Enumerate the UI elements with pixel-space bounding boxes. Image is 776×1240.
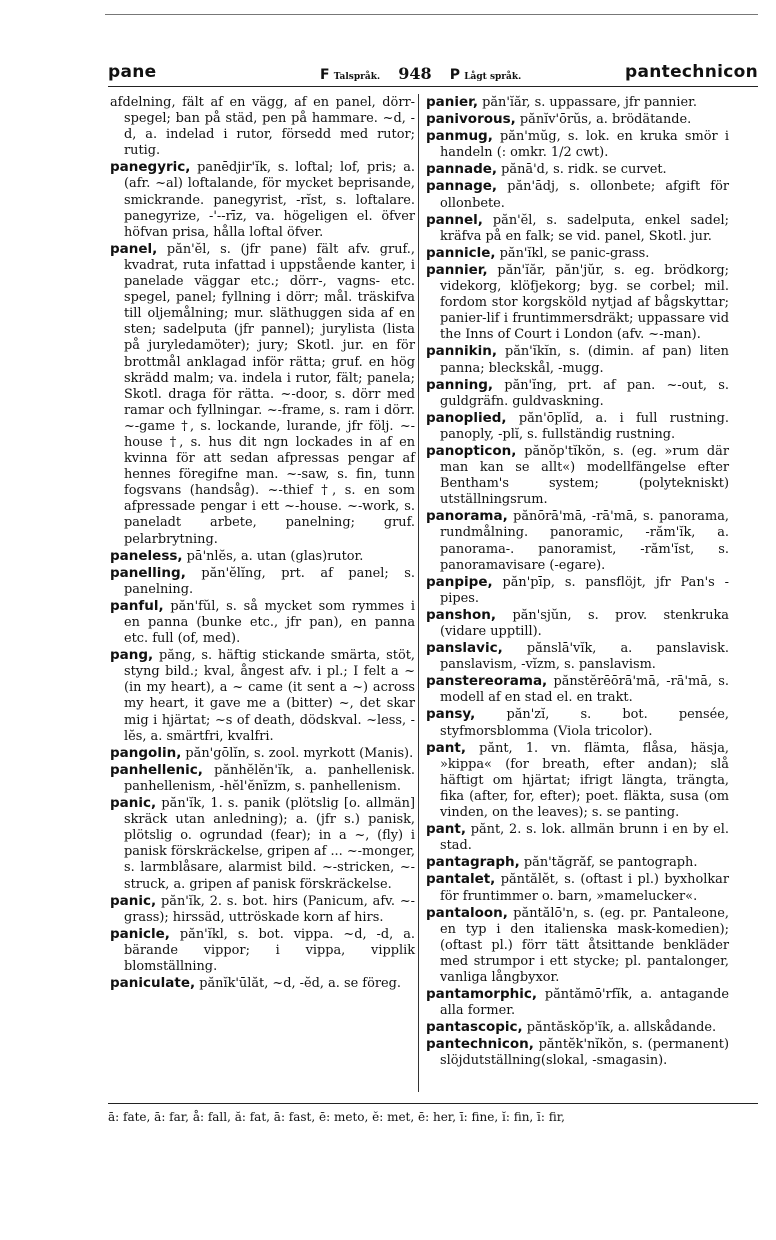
entry-headword: pannier,: [426, 261, 488, 278]
entry-definition: pănĭk'ūlăt, ~d, -ĕd, a. se föreg.: [195, 976, 401, 992]
dictionary-entry: [110, 565, 415, 598]
dictionary-entry: [426, 128, 729, 161]
entry-headword: panpipe,: [426, 573, 493, 590]
entry-headword: panic,: [110, 795, 157, 812]
entry-headword: pannicle,: [426, 244, 496, 261]
entry-definition: păn'pīp, s. pansflöjt, jfr Pan's -pipes.: [440, 574, 729, 606]
entry-headword: panorama,: [426, 508, 508, 525]
dictionary-entry: [110, 159, 415, 240]
entry-headword: pannade,: [426, 161, 498, 178]
entry-definition: păn'ĭăr, păn'jŭr, s. eg. brödkorg; videkorg, klöfjekorg; byg. se corbel; mil. fordom stor korgsköld nytjad af bågskyttar; panier-lif i fruntimmersdräkt; uppassare vid the Inns of Court i London (afv. ~-man).: [440, 262, 729, 343]
lang-left-label: Talspråk.: [333, 72, 381, 82]
dictionary-entry: [426, 245, 729, 262]
column-divider: [418, 94, 419, 1092]
entry-headword: panning,: [426, 376, 494, 393]
entry-headword: pangolin,: [110, 744, 182, 761]
dictionary-entry: [426, 161, 729, 178]
entry-headword: panicle,: [110, 925, 170, 942]
dictionary-entry: [426, 443, 729, 508]
entry-headword: paneless,: [110, 547, 183, 564]
entry-headword: panshon,: [426, 606, 497, 623]
dictionary-entry: [426, 1036, 729, 1069]
entry-headword: panivorous,: [426, 111, 516, 128]
dictionary-entry: [426, 821, 729, 854]
entry-definition: pănhĕlĕn'ĭk, a. panhellenisk. panhellenism, -hĕl'ĕnĭzm, s. panhellenism.: [124, 762, 415, 794]
dictionary-entry: [110, 94, 415, 159]
entry-headword: pantechnicon,: [426, 1036, 534, 1053]
entry-headword: pannage,: [426, 178, 498, 195]
dictionary-entry: [426, 871, 729, 904]
entry-definition: păn'ĕlĭng, prt. af panel; s. panelning.: [124, 565, 415, 597]
entry-headword: pantascopic,: [426, 1019, 523, 1036]
dictionary-entry: [426, 377, 729, 410]
dictionary-entry: [110, 241, 415, 548]
dictionary-entry: [426, 640, 729, 673]
dictionary-entry: [426, 673, 729, 706]
entry-definition: păn'gōlĭn, s. zool. myrkott (Manis).: [181, 745, 414, 761]
entry-definition: păntălĕt, s. (oftast i pl.) byxholkar för fruntimmer o. barn, »mamelucker«.: [440, 872, 729, 904]
entry-definition: păn'ĕl, s. (jfr pane) fält afv. gruf., kvadrat, ruta infattad i uppstående kanter, i panelade väggar etc.; dörr-, vagns- etc. spegel, panel; fyllning i dörr; mål. träskifva till oljemålning; mur. släthuggen sida af en sten; sadelputa (jfr pannel); jurylista (lista på juryledamöter); jury; Skotl. jur. en för brottmål anklagad inför rätta; gruf. en hög skrädd malm; va. indela i rutor, fält; panela; Skotl. draga för rätta. ~-door, s. dörr med ramar och fyllningar. ~-frame, s. ram i dörr. ~-game †, s. lockande, lurande, jfr följ. ~-house †, s. hus dit ngn lockades in af en kvinna för att sedan afpressas pengar af hennes föregifne man. ~-saw, s. fin, tunn fogsvans (handsåg). ~-thief †, s. en som afpressade pengar i ett ~-house. ~-work, s. paneladt arbete, panelning; gruf. pelarbrytning.: [124, 241, 415, 547]
dictionary-entry: [426, 508, 729, 573]
entry-definition: pā'nlĕs, a. utan (glas)rutor.: [182, 548, 364, 564]
lang-right-letter: P: [449, 67, 461, 83]
entry-headword: panslavic,: [426, 640, 503, 657]
entry-definition: păntăskŏp'ĭk, a. allskådande.: [522, 1020, 717, 1036]
dictionary-entry: [426, 212, 729, 245]
dictionary-entry: [110, 762, 415, 795]
dictionary-entry: [110, 548, 415, 565]
header-center: [320, 64, 521, 83]
dictionary-entry: [110, 926, 415, 975]
dictionary-entry: [426, 178, 729, 211]
entry-definition: pănā'd, s. ridk. se curvet.: [497, 162, 667, 178]
dictionary-entry: [426, 854, 729, 871]
entry-headword: panstereorama,: [426, 673, 548, 690]
right-guide-word: pantechnicon: [625, 62, 758, 82]
entry-definition: păn'ĭkl, s. bot. vippa. ~d, -d, a. bärande vippor; i vippa, vipplik blomställning.: [124, 926, 415, 974]
dictionary-entry: [426, 607, 729, 640]
top-rule: [105, 14, 758, 15]
entry-headword: panopticon,: [426, 442, 517, 459]
entry-definition: păntămō'rfĭk, a. antagande alla former.: [440, 987, 729, 1019]
entry-definition: păn'ōplĭd, a. i full rustning. panoply, -plĭ, s. fullständig rustning.: [440, 410, 729, 442]
entry-headword: pant,: [426, 739, 466, 756]
entry-definition: pănĭv'ōrŭs, a. brödätande.: [515, 112, 692, 128]
lang-left-letter: F: [320, 67, 330, 83]
entry-headword: pantamorphic,: [426, 986, 537, 1003]
dictionary-entry: [426, 740, 729, 821]
entry-headword: panegyric,: [110, 159, 191, 176]
entry-headword: panel,: [110, 240, 158, 257]
dictionary-entry: [110, 795, 415, 893]
entry-headword: paniculate,: [110, 975, 196, 992]
entry-definition: păn'ĭk, 2. s. bot. hirs (Panicum, afv. ~-grass); hirssäd, uttröskade korn af hirs.: [124, 893, 415, 925]
page-number: 948: [398, 64, 432, 83]
entry-headword: panmug,: [426, 128, 493, 145]
entry-definition: afdelning, fält af en vägg, af en panel, dörr-spegel; ban på städ, pen på hammare. ~d, -d, a. indelad i rutor, försedd med rutor; rutig.: [110, 95, 415, 159]
entry-headword: pansy,: [426, 706, 476, 723]
entry-definition: păn'ĭkl, se panic-grass.: [495, 245, 650, 261]
entry-headword: pannel,: [426, 211, 483, 228]
entry-definition: păn'ĭăr, s. uppassare, jfr pannier.: [477, 95, 697, 110]
entry-headword: pantaloon,: [426, 904, 508, 921]
entry-definition: păn'zĭ, s. bot. pensée, styfmorsblomma (Viola tricolor).: [440, 707, 729, 739]
entry-definition: pănt, 2. s. lok. allmän brunn i en by el. stad.: [440, 822, 729, 854]
entry-definition: panēdjir'ĭk, s. loftal; lof, pris; a. (afr. ~al) loftalande, för mycket beprisande, smickrande. panegyrist, -rĭst, s. loftalare. panegyrize, -'--rīz, va. högeligen el. öfver höfvan prisa, hålla loftal öfver.: [124, 160, 415, 240]
lang-right-label: Lågt språk.: [464, 72, 522, 82]
dictionary-entry: [426, 410, 729, 443]
entry-definition: pănt, 1. vn. flämta, flåsa, häsja, »kippa« (for breath, efter andan); slå häftigt om hjärtat; ifrigt längta, trängta, fika (after, for, efter); poet. fläkta, susa (om vinden, on the leaves); s. se panting.: [440, 740, 729, 821]
entry-definition: păn'ĭk, 1. s. panik (plötslig [o. allmän] skräck utan anledning); a. (jfr s.) panisk, plötslig o. ogrundad (fear); in a ~, (fly) i panisk förskräckelse, gripen af ... ~-monger, s. larmblåsare, alarmist bild. ~-stricken, ~-struck, a. gripen af panisk förskräckelse.: [124, 796, 416, 892]
entry-headword: panier,: [426, 94, 478, 110]
entry-definition: pănslā'vĭk, a. panslavisk. panslavism, -vĭzm, s. panslavism.: [440, 641, 729, 673]
dictionary-entry: [110, 975, 415, 992]
entry-definition: păntălō'n, s. (eg. pr. Pantaleone, en typ i den italienska mask-komedien); (oftast pl.) förr tätt åtsittande benkläder med strumpor i ett stycke; pl. pantalonger, vanliga långbyxor.: [440, 905, 729, 985]
entry-definition: păntĕk'nĭkŏn, s. (permanent) slöjdutställning(slokal, -smagasin).: [440, 1037, 729, 1069]
entry-headword: pantalet,: [426, 871, 496, 888]
dictionary-entry: [426, 111, 729, 128]
dictionary-entry: [426, 262, 729, 343]
entry-definition: pănstĕrēōrā'mā, -rā'mā, s. modell af en stad el. en trakt.: [440, 674, 729, 706]
left-column: [110, 94, 415, 992]
entry-definition: păng, s. häftig stickande smärta, stöt, styng bild.; kval, ångest afv. i pl.; I felt a ~ (in my heart), a ~ came (it sent a ~) across my heart, it gave me a (bitter) ~, det skar mig i hjärtat; ~s of death, dödskval. ~less, -lĕs, a. smärtfri, kvalfri.: [124, 648, 415, 744]
entry-headword: panoplied,: [426, 409, 507, 426]
entry-definition: păn'ĕl, s. sadelputa, enkel sadel; kräfva på en falk; se vid. panel, Skotl. jur.: [440, 212, 729, 244]
entry-headword: pannikin,: [426, 343, 497, 360]
entry-definition: păn'ādj, s. ollonbete; afgift för ollonbete.: [440, 179, 729, 211]
dictionary-entry: [426, 343, 729, 376]
dictionary-entry: [426, 905, 729, 986]
dictionary-entry: [110, 893, 415, 926]
dictionary-entry: [110, 647, 415, 745]
entry-definition: păn'mŭg, s. lok. en kruka smör i handeln (: omkr. 1/2 cwt).: [440, 129, 729, 161]
entry-headword: pang,: [110, 647, 154, 664]
entry-definition: pănōrā'mā, -rā'mā, s. panorama, rundmålning. panoramic, -răm'ĭk, a. panorama-. panoramist, -răm'ĭst, s. panoramavisare (-egare).: [440, 509, 729, 573]
entry-definition: pănŏp'tĭkŏn, s. (eg. »rum där man kan se allt«) modellfängelse efter Bentham's system; (polytekniskt) utställningsrum.: [440, 443, 729, 508]
dictionary-entry: [110, 745, 415, 762]
entry-headword: panic,: [110, 892, 157, 909]
dictionary-entry: [426, 706, 729, 739]
entry-headword: pant,: [426, 821, 466, 838]
entry-headword: panelling,: [110, 564, 186, 581]
pronunciation-footer: ā: fate, ā: far, å: fall, ă: fat, ā: fast, ē: meto, ĕ: met, ē: her, ī: fine, ĭ: fin, ī: fir,: [108, 1103, 758, 1124]
entry-definition: păn'ĭng, prt. af pan. ~-out, s. guldgräfn. guldvaskning.: [440, 377, 729, 409]
dictionary-entry: [110, 598, 415, 647]
right-column: [426, 94, 729, 1070]
dictionary-entry: [426, 1019, 729, 1036]
page-header: [108, 62, 758, 87]
entry-definition: păn'ĭkĭn, s. (dimin. af pan) liten panna; bleckskål, -mugg.: [440, 344, 729, 376]
left-guide-word: pane: [108, 62, 157, 82]
entry-definition: păn'fŭl, s. så mycket som rymmes i en panna (bunke etc., jfr pan), en panna etc. full (of, med).: [124, 598, 415, 647]
dictionary-entry: [426, 574, 729, 607]
entry-definition: păn'tăgrăf, se pantograph.: [519, 855, 698, 871]
entry-headword: panhellenic,: [110, 761, 203, 778]
entry-headword: panful,: [110, 597, 164, 614]
dictionary-entry: [426, 94, 729, 111]
entry-definition: păn'sjŭn, s. prov. stenkruka (vidare upptill).: [440, 607, 729, 639]
dictionary-entry: [426, 986, 729, 1019]
entry-headword: pantagraph,: [426, 854, 520, 871]
